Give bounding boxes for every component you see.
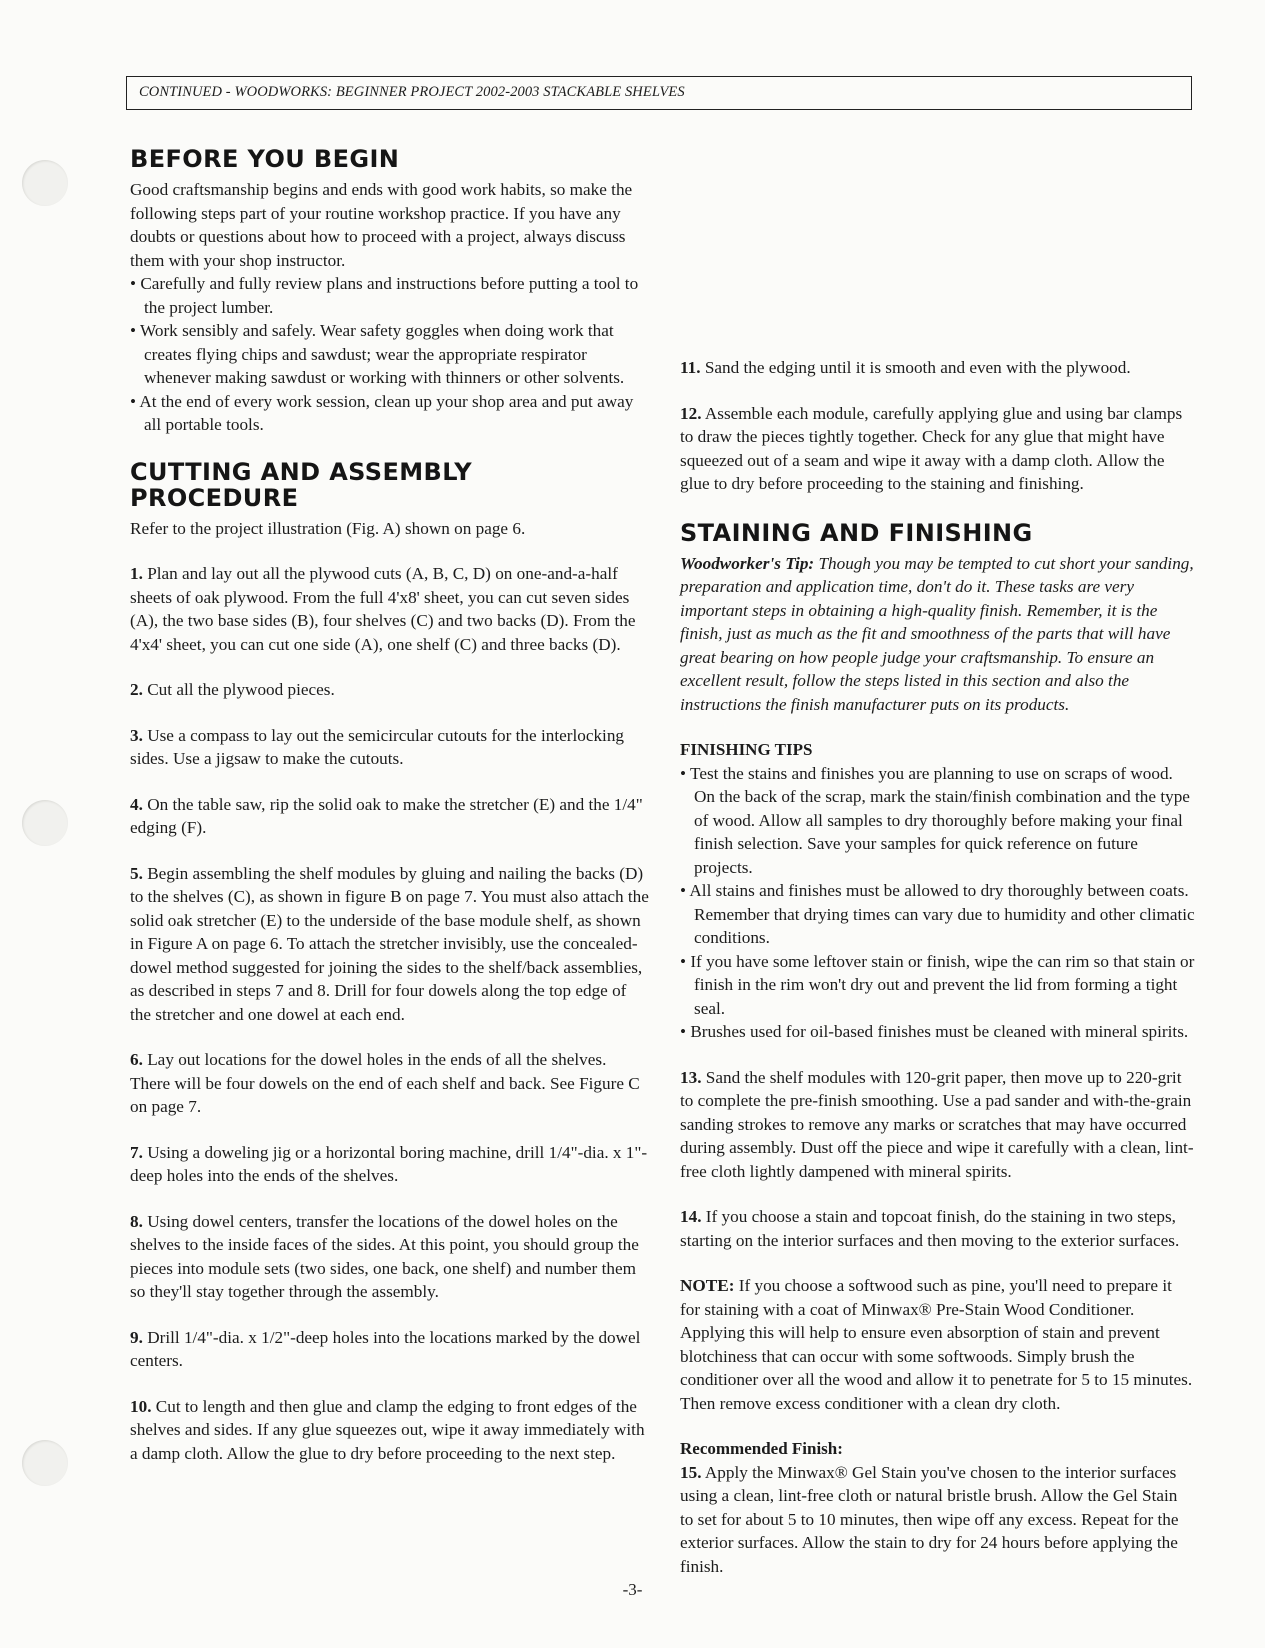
- list-item: • If you have some leftover stain or finish, wipe the can rim so that stain or finish in the rim won't dry out and prevent the lid from forming a tight seal.: [680, 950, 1195, 1021]
- note-label: NOTE:: [680, 1276, 735, 1295]
- step-number: 3.: [130, 725, 143, 745]
- step-paragraph: [130, 1048, 650, 1119]
- binder-hole: [22, 1440, 68, 1486]
- step-number: 1.: [130, 564, 143, 583]
- step-text: On the table saw, rip the solid oak to make the stretcher (E) and the 1/4" edging (F).: [130, 794, 643, 837]
- step-paragraph: [680, 1461, 1195, 1579]
- step-paragraph: [680, 402, 1195, 496]
- step-number: 12.: [680, 403, 702, 423]
- binder-hole: [22, 800, 68, 846]
- safety-list: [130, 272, 650, 437]
- running-header-text: CONTINUED - WOODWORKS: BEGINNER PROJECT 2002-2003 STACKABLE SHELVES: [139, 84, 685, 100]
- step-number: 7.: [130, 1142, 143, 1162]
- step-text: Begin assembling the shelf modules by gluing and nailing the backs (D) to the shelves (C), as shown in figure B on page 7. You must also attach the solid oak stretcher (E) to the underside of the base module shelf, as shown in Figure A on page 6. To attach the stretcher invisibly, use the concealed-dowel method suggested for joining the sides to the shelf/back assemblies, as described in steps 7 and 8. Drill for four dowels along the top edge of the stretcher and one dowel at each end.: [130, 863, 649, 1024]
- staining-finishing-section: [680, 520, 1195, 1579]
- list-item: • All stains and finishes must be allowed to dry thoroughly between coats. Remember that drying times can vary due to humidity and other climatic conditions.: [680, 879, 1195, 950]
- step-text: If you choose a stain and topcoat finish, do the staining in two steps, starting on the interior surfaces and then moving to the exterior surfaces.: [680, 1207, 1180, 1250]
- tip-text: Though you may be tempted to cut short your sanding, preparation and application time, don't do it. These tasks are very important steps in obtaining a high-quality finish. Remember, it is the finish, just as much as the fit and smoothness of the parts that will have great bearing on how people judge your craftsmanship. To ensure an excellent result, follow the steps listed in this section and also the instructions the finish manufacturer puts on its products.: [680, 553, 1194, 714]
- step-text: Sand the edging until it is smooth and even with the plywood.: [704, 358, 1131, 377]
- right-column: [680, 146, 1195, 1578]
- woodworker-tip: [680, 552, 1195, 717]
- step-number: 6.: [130, 1050, 143, 1069]
- step-text: Plan and lay out all the plywood cuts (A, B, C, D) on one-and-a-half sheets of oak plywood. From the full 4'x8' sheet, you can cut seven sides (A), the two base sides (B), four shelves (C) and two backs (D). From the 4'x4' sheet, you can cut one side (A), one shelf (C) and three backs (D).: [130, 564, 636, 654]
- list-item: • Carefully and fully review plans and instructions before putting a tool to the project lumber.: [130, 272, 650, 319]
- step-paragraph: [130, 678, 650, 702]
- step-paragraph: [680, 356, 1195, 380]
- recommended-finish-heading: Recommended Finish:: [680, 1439, 843, 1458]
- list-item: • At the end of every work session, clean up your shop area and put away all portable tools.: [130, 390, 650, 437]
- step-paragraph: [130, 562, 650, 656]
- step-text: Use a compass to lay out the semicircular cutouts for the interlocking sides. Use a jigsaw to make the cutouts.: [130, 725, 625, 768]
- step-paragraph: [130, 862, 650, 1027]
- step-text: Cut all the plywood pieces.: [147, 680, 335, 699]
- step-number: 4.: [130, 794, 143, 814]
- step-number: 8.: [130, 1211, 143, 1231]
- step-paragraph: [680, 1066, 1195, 1184]
- step-text: Sand the shelf modules with 120-grit paper, then move up to 220-grit to complete the pre-finish smoothing. Use a pad sander and with-the-grain sanding strokes to remove any marks or scratches that may have occurred during assembly. Dust off the piece and wipe it carefully with a clean, lint-free cloth lightly dampened with mineral spirits.: [680, 1067, 1194, 1181]
- step-paragraph: [680, 1205, 1195, 1252]
- step-text: Assemble each module, carefully applying glue and using bar clamps to draw the pieces tightly together. Check for any glue that might have squeezed out of a seam and wipe it away with a damp cloth. Allow the glue to dry before proceeding to the staining and finishing.: [680, 403, 1183, 493]
- note-text: If you choose a softwood such as pine, you'll need to prepare it for staining with a coat of Minwax® Pre-Stain Wood Conditioner. Applying this will help to ensure even absorption of stain and prevent blotchiness that can occur with some softwoods. Simply brush the conditioner over all the wood and allow it to penetrate for 5 to 15 minutes. Then remove excess conditioner with a clean dry cloth.: [680, 1276, 1193, 1413]
- step-paragraph: [130, 1326, 650, 1373]
- note-paragraph: [680, 1274, 1195, 1415]
- step-paragraph: [130, 1141, 650, 1188]
- step-number: 14.: [680, 1207, 702, 1226]
- step-paragraph: [130, 724, 650, 771]
- tip-label: Woodworker's Tip:: [680, 553, 815, 573]
- section-heading: CUTTING AND ASSEMBLY PROCEDURE: [130, 457, 472, 512]
- before-you-begin-section: [130, 146, 650, 437]
- step-number: 5.: [130, 863, 143, 883]
- step-text: Apply the Minwax® Gel Stain you've chosen to the interior surfaces using a clean, lint-free cloth or natural bristle brush. Allow the Gel Stain to set for about 5 to 10 minutes, then wipe off any excess. Repeat for the exterior surfaces. Allow the stain to dry for 24 hours before applying the finish.: [680, 1462, 1179, 1576]
- step-number: 11.: [680, 358, 701, 377]
- running-header: [126, 76, 1192, 110]
- binder-hole: [22, 160, 68, 206]
- intro-paragraph: Refer to the project illustration (Fig. A) shown on page 6.: [130, 518, 526, 538]
- list-item: • Brushes used for oil-based finishes must be cleaned with mineral spirits.: [680, 1020, 1195, 1044]
- step-text: Lay out locations for the dowel holes in the ends of all the shelves. There will be four dowels on the end of each shelf and back. See Figure C on page 7.: [130, 1050, 640, 1116]
- step-number: 13.: [680, 1067, 702, 1087]
- step-number: 9.: [130, 1327, 143, 1347]
- step-number: 2.: [130, 680, 143, 699]
- step-paragraph: [130, 1210, 650, 1304]
- page-number: -3-: [622, 1580, 643, 1599]
- step-text: Drill 1/4"-dia. x 1/2"-deep holes into the locations marked by the dowel centers.: [130, 1327, 641, 1370]
- list-item: • Work sensibly and safely. Wear safety goggles when doing work that creates flying chips and sawdust; wear the appropriate respirator whenever making sawdust or working with thinners or other solvents.: [130, 319, 650, 390]
- finishing-tips-list: [680, 762, 1195, 1044]
- finishing-tips-heading: FINISHING TIPS: [680, 740, 813, 759]
- step-number: 15.: [680, 1462, 702, 1482]
- left-column: [130, 146, 650, 1465]
- step-paragraph: [130, 1395, 650, 1466]
- step-text: Using a doweling jig or a horizontal boring machine, drill 1/4"-dia. x 1"-deep holes into the ends of the shelves.: [130, 1142, 648, 1185]
- step-text: Using dowel centers, transfer the locations of the dowel holes on the shelves to the inside faces of the sides. At this point, you should group the pieces into module sets (two sides, one back, one shelf) and number them so they'll stay together through the assembly.: [130, 1211, 639, 1301]
- section-heading: STAINING AND FINISHING: [680, 518, 1033, 547]
- step-paragraph: [130, 793, 650, 840]
- section-heading: BEFORE YOU BEGIN: [130, 145, 400, 173]
- cutting-assembly-section: [130, 459, 650, 1466]
- intro-paragraph: Good craftsmanship begins and ends with good work habits, so make the following steps part of your routine workshop practice. If you have any doubts or questions about how to proceed with a project, always discuss them with your shop instructor.: [130, 180, 633, 270]
- step-number: 10.: [130, 1396, 152, 1416]
- step-text: Cut to length and then glue and clamp the edging to front edges of the shelves and sides. If any glue squeezes out, wipe it away immediately with a damp cloth. Allow the glue to dry before proceeding to the next step.: [130, 1396, 645, 1463]
- list-item: • Test the stains and finishes you are planning to use on scraps of wood. On the back of the scrap, mark the stain/finish combination and the type of wood. Allow all samples to dry thoroughly before making your final finish selection. Save your samples for quick reference on future projects.: [680, 762, 1195, 880]
